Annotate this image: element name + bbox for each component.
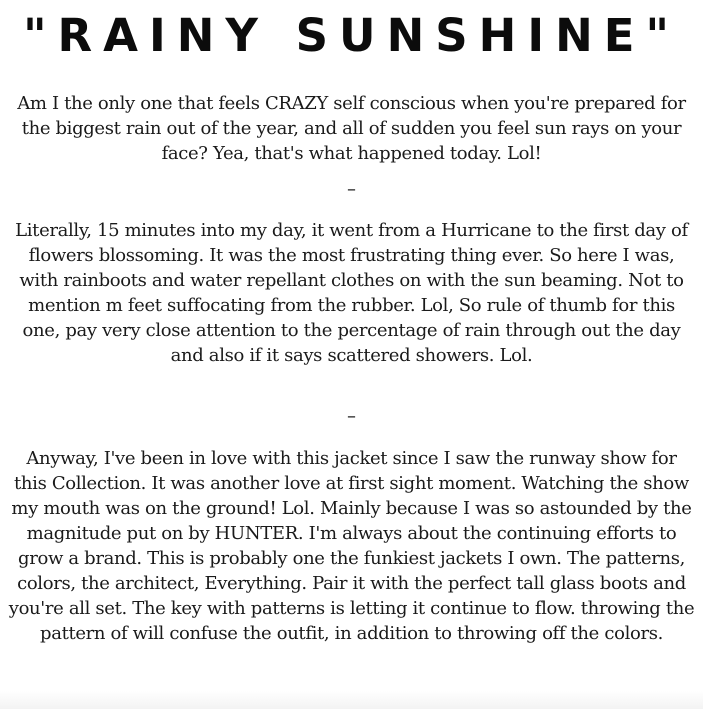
post-paragraph-2: Literally, 15 minutes into my day, it went from a Hurricane to the first day of flowers blossoming. It was the most frustrating thing ever. So here I was, with rainboots and water repellant clothes on with the sun beaming. Not to mention m feet suffocating from the rubber. Lol, So rule of thumb for this one, pay very close attention to the percentage of rain through out the day and also if it says scattered showers. Lol.	[15, 220, 688, 366]
bottom-edge-shadow	[0, 691, 703, 709]
paragraph-separator: –	[347, 179, 356, 200]
post-paragraph-3: Anyway, I've been in love with this jacket since I saw the runway show for this Collection. It was another love at first sight moment. Watching the show my mouth was on the ground! Lol. Mainly because I was so astounded by the magnitude put on by HUNTER. I'm always about the continuing efforts to grow a brand. This is probably one the funkiest jackets I own. The patterns, colors, the architect, Everything. Pair it with the perfect tall glass boots and you're all set. The key with patterns is letting it continue to flow. throwing the pattern of will confuse the outfit, in addition to throwing off the colors.	[8, 448, 695, 644]
paragraph-separator: –	[347, 406, 356, 427]
post-paragraph-1: Am I the only one that feels CRAZY self conscious when you're prepared for the biggest rain out of the year, and all of sudden you feel sun rays on your face? Yea, that's what happened today. Lol!	[17, 93, 686, 164]
post-title: "RAINY SUNSHINE"	[23, 9, 680, 62]
